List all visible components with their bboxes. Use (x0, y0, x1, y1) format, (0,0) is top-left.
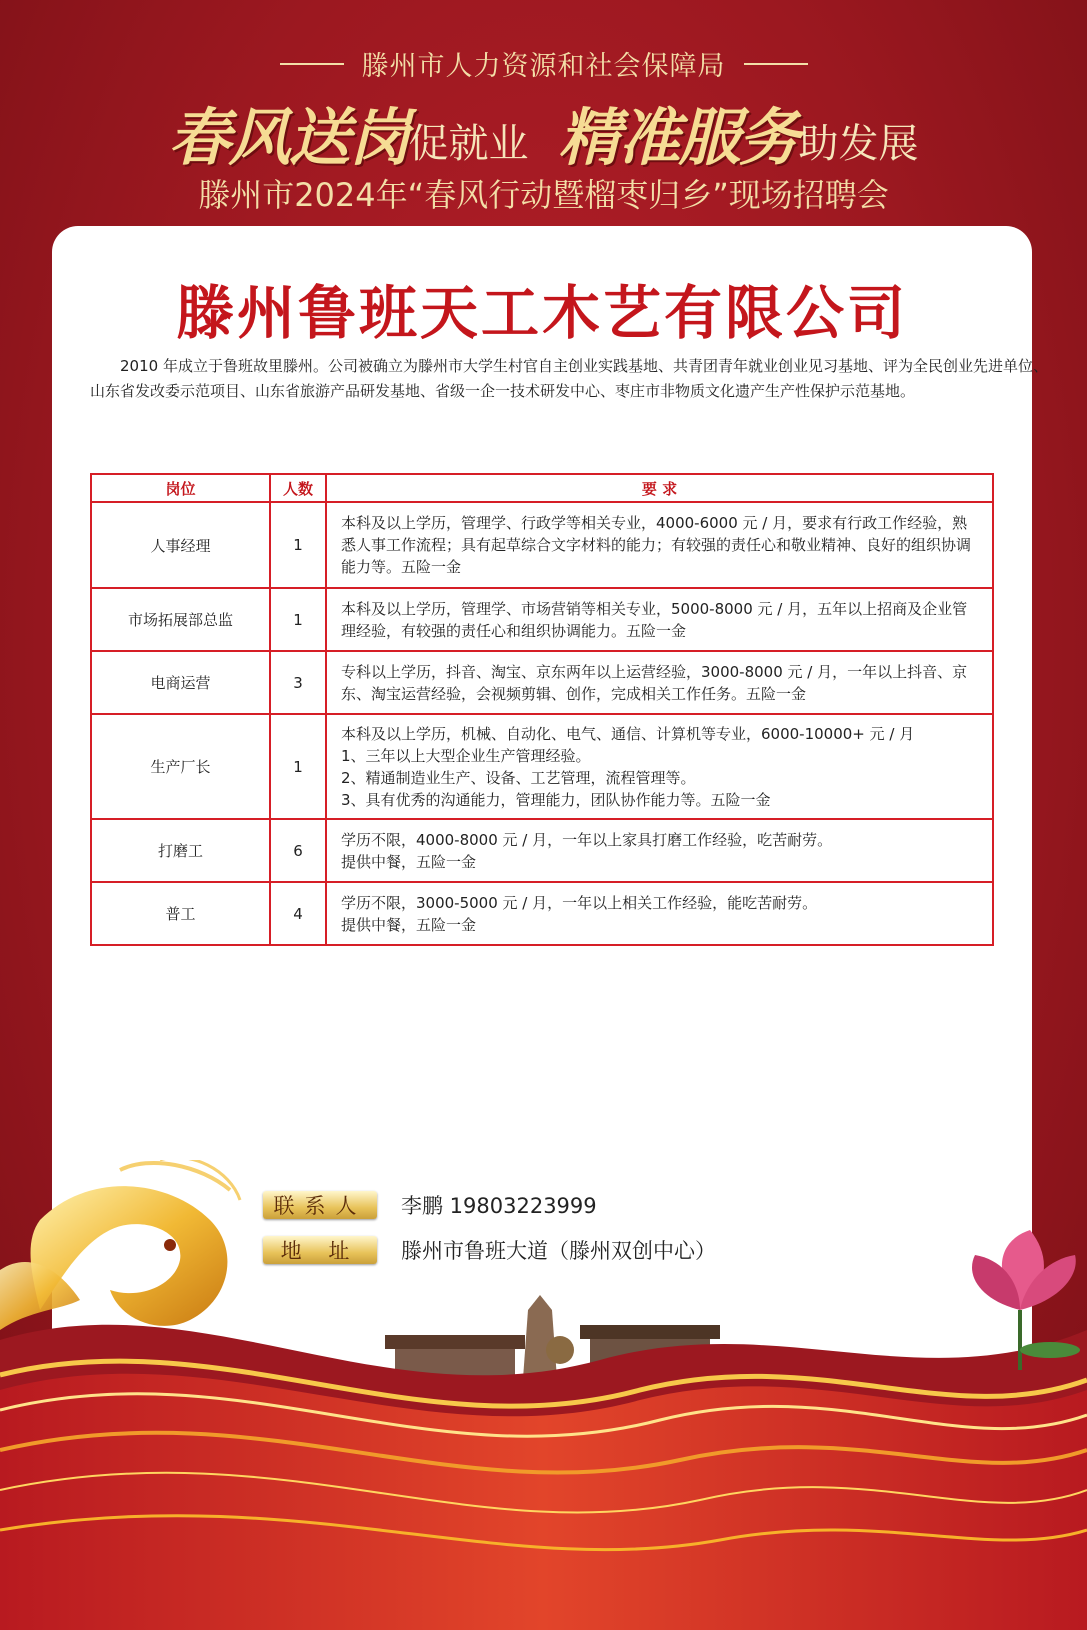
table-row (91, 714, 993, 819)
slogan (0, 88, 1087, 177)
slogan-1-calligraphy: 春风送岗 (168, 101, 409, 174)
row-position: 打磨工 (91, 819, 270, 882)
requirement-line: 学历不限，3000-5000 元 / 月，一年以上相关工作经验，能吃苦耐劳。 (341, 893, 818, 912)
requirement-line: 提供中餐，五险一金 (341, 915, 477, 934)
row-requirements (326, 651, 993, 714)
row-requirements (326, 502, 993, 588)
organization-name: 滕州市人力资源和社会保障局 (361, 51, 726, 82)
row-count: 3 (270, 651, 326, 714)
lotus-flower-icon (972, 1230, 1080, 1370)
address-row (263, 1235, 716, 1265)
poster-header (0, 0, 1087, 225)
slogan-2-text: 助发展 (798, 121, 919, 167)
address-label: 地 址 (263, 1236, 377, 1264)
header-position: 岗位 (91, 474, 270, 502)
row-position: 生产厂长 (91, 714, 270, 819)
right-dash (744, 63, 808, 65)
requirement-line: 专科以上学历，抖音、淘宝、京东两年以上运营经验，3000-8000 元 / 月，一年以上抖音、京东、淘宝运营经验，会视频剪辑、创作，完成相关工作任务。五险一金 (341, 662, 968, 703)
slogan-2-calligraphy: 精准服务 (558, 101, 799, 174)
row-requirements (326, 714, 993, 819)
row-requirements (326, 882, 993, 945)
bottom-decoration (0, 1160, 1087, 1630)
company-name: 滕州鲁班天工木艺有限公司 (175, 279, 908, 347)
requirement-line: 2、精通制造业生产、设备、工艺管理，流程管理等。 (341, 768, 696, 787)
contact-person-value: 李鹏 19803223999 (401, 1194, 597, 1218)
company-intro: 2010 年成立于鲁班故里滕州。公司被确立为滕州市大学生村官自主创业实践基地、共青团青年就业创业见习基地、评为全民创业先进单位、山东省发改委示范项目、山东省旅游产品研发基地、省级一企一技术研发中心、枣庄市非物质文化遗产生产性保护示范基地。 (90, 357, 1048, 400)
row-count: 6 (270, 819, 326, 882)
row-count: 4 (270, 882, 326, 945)
requirement-line: 本科及以上学历，管理学、行政学等相关专业，4000-6000 元 / 月，要求有行政工作经验，熟悉人事工作流程；具有起草综合文字材料的能力；有较强的责任心和敬业精神、良好的组织协调能力等。五险一金 (341, 514, 972, 576)
contact-person-row (263, 1190, 597, 1220)
jobs-table (90, 473, 994, 946)
job-fair-title: 滕州市2024年“春风行动暨榴枣归乡”现场招聘会 (198, 176, 889, 214)
table-row (91, 502, 993, 588)
row-count: 1 (270, 714, 326, 819)
row-position: 电商运营 (91, 651, 270, 714)
contact-person-label: 联系人 (263, 1191, 377, 1219)
table-row (91, 819, 993, 882)
row-requirements (326, 819, 993, 882)
table-row (91, 882, 993, 945)
header-count: 人数 (270, 474, 326, 502)
requirement-line: 学历不限，4000-8000 元 / 月，一年以上家具打磨工作经验，吃苦耐劳。 (341, 830, 833, 849)
header-requirements: 要 求 (326, 474, 993, 502)
row-count: 1 (270, 502, 326, 588)
row-position: 人事经理 (91, 502, 270, 588)
row-position: 普工 (91, 882, 270, 945)
slogan-1-text: 促就业 (408, 121, 529, 167)
address-value: 滕州市鲁班大道（滕州双创中心） (401, 1239, 716, 1263)
requirement-line: 本科及以上学历，管理学、市场营销等相关专业，5000-8000 元 / 月，五年以上招商及企业管理经验，有较强的责任心和组织协调能力。五险一金 (341, 599, 968, 640)
left-dash (280, 63, 344, 65)
organization-line (0, 44, 1087, 83)
table-header-row (91, 474, 993, 502)
table-row (91, 651, 993, 714)
row-position: 市场拓展部总监 (91, 588, 270, 651)
dragon-icon (0, 1160, 240, 1330)
requirement-line: 3、具有优秀的沟通能力，管理能力，团队协作能力等。五险一金 (341, 790, 771, 809)
requirement-line: 1、三年以上大型企业生产管理经验。 (341, 746, 591, 765)
table-row (91, 588, 993, 651)
row-count: 1 (270, 588, 326, 651)
requirement-line: 本科及以上学历，机械、自动化、电气、通信、计算机等专业，6000-10000+ 元 / 月 (341, 724, 915, 743)
row-requirements (326, 588, 993, 651)
requirement-line: 提供中餐，五险一金 (341, 852, 477, 871)
